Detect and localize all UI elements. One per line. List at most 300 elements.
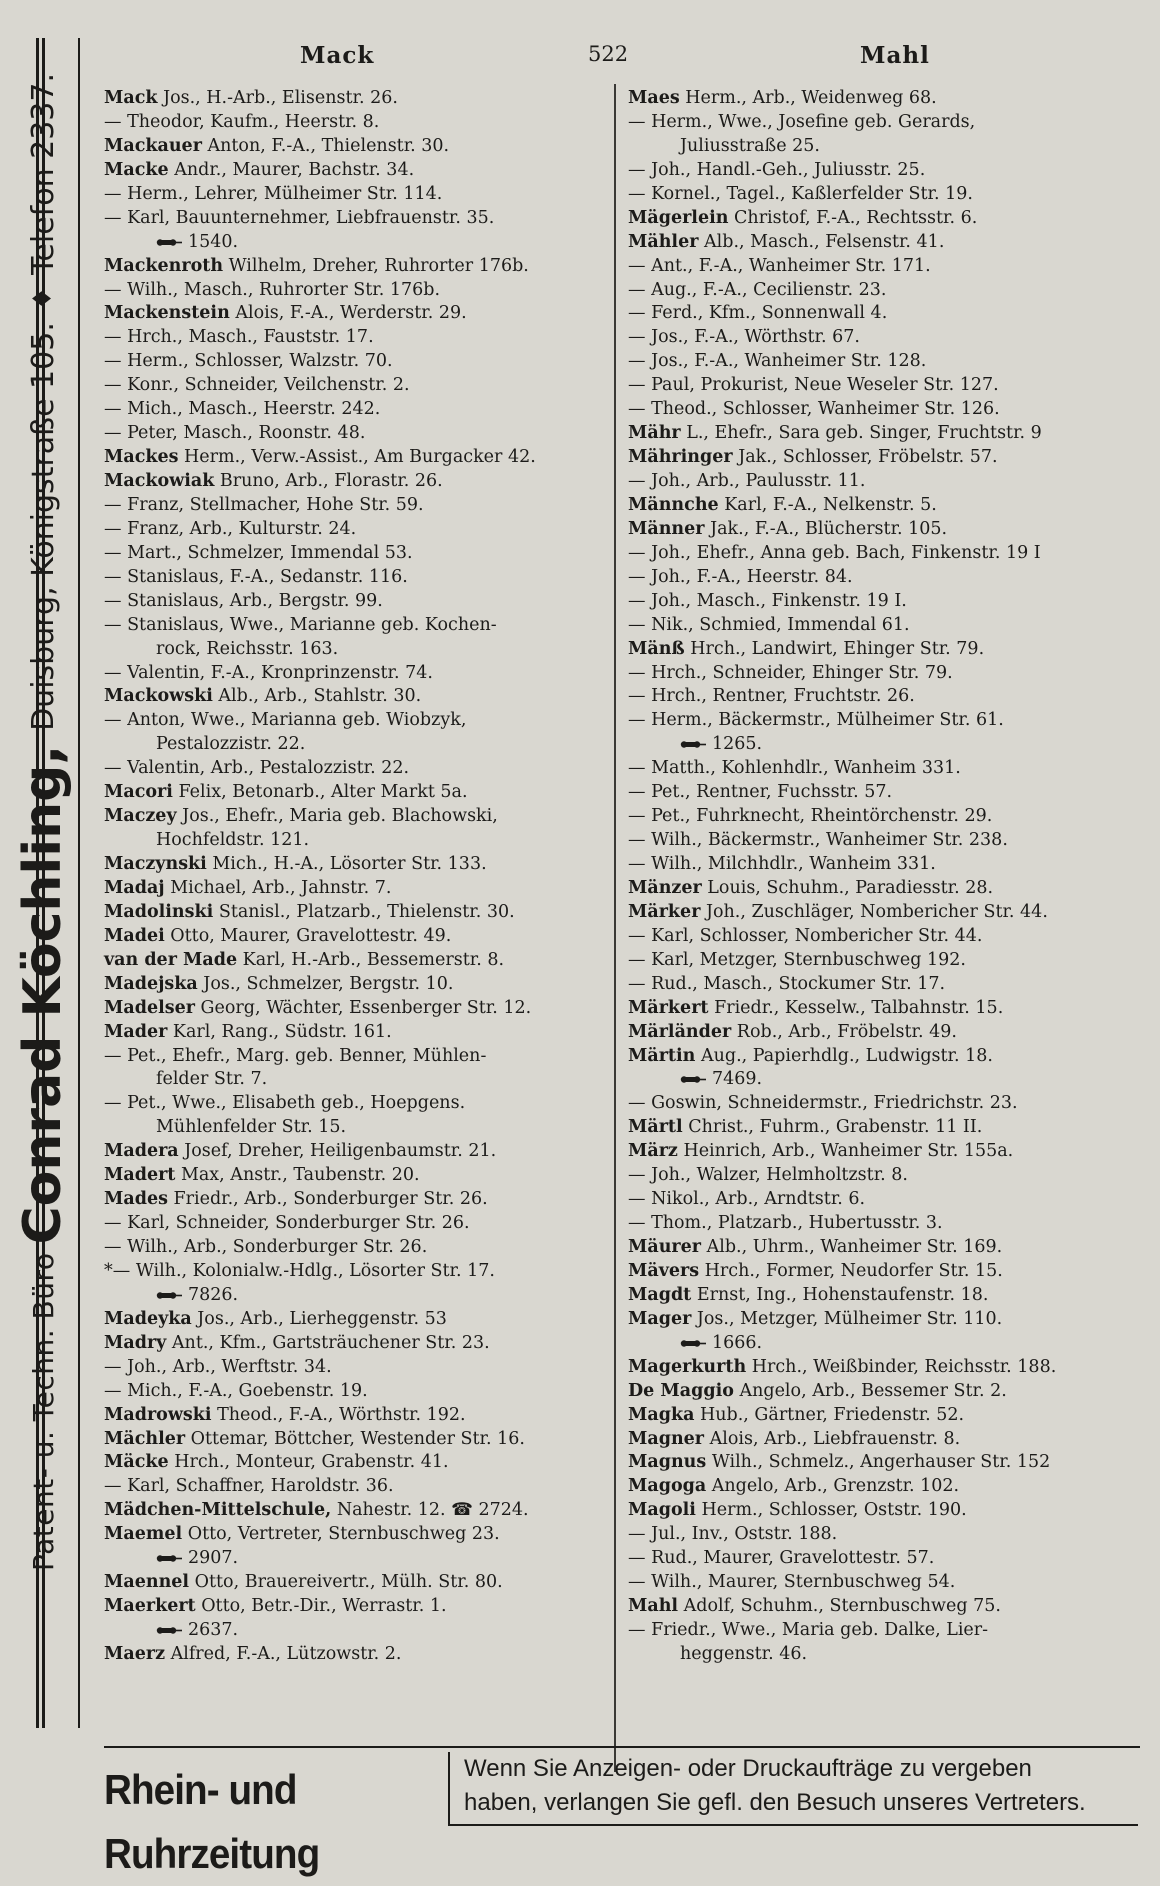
phone-entry bbox=[104, 1284, 608, 1308]
entry-text: — Rud., Masch., Stockumer Str. 17. bbox=[628, 973, 946, 994]
directory-entry bbox=[628, 662, 1140, 686]
directory-entry bbox=[104, 111, 608, 135]
entry-text: Christof, F.-A., Rechtsstr. 6. bbox=[728, 207, 978, 228]
directory-entry bbox=[104, 135, 608, 159]
entry-text: Herm., Arb., Weidenweg 68. bbox=[679, 88, 937, 108]
phone-entry bbox=[628, 1068, 1140, 1092]
entry-text: Friedr., Kesselw., Talbahnstr. 15. bbox=[708, 997, 1004, 1018]
entry-surname: Mägerlein bbox=[628, 207, 729, 228]
entry-text: Ottemar, Böttcher, Westender Str. 16. bbox=[185, 1428, 525, 1449]
entry-text: — Joh., Ehefr., Anna geb. Bach, Finkenstr. 19 I bbox=[628, 542, 1041, 563]
entry-text: — Pet., Ehefr., Marg. geb. Benner, Mühlen- bbox=[104, 1045, 487, 1066]
entry-surname: Magka bbox=[628, 1404, 695, 1425]
directory-entry bbox=[628, 1475, 1140, 1499]
entry-surname: Mackowiak bbox=[104, 471, 215, 491]
entry-text: Aug., Papierhdlg., Ludwigstr. 18. bbox=[695, 1045, 993, 1066]
entry-text: — Valentin, Arb., Pestalozzistr. 22. bbox=[104, 758, 410, 779]
entry-surname: Madera bbox=[104, 1141, 179, 1162]
entry-text: Jak., Schlosser, Fröbelstr. 57. bbox=[732, 447, 998, 468]
entry-text: Rob., Arb., Fröbelstr. 49. bbox=[731, 1021, 957, 1042]
entry-text: Alb., Masch., Felsenstr. 41. bbox=[698, 231, 945, 252]
entry-surname: Mahl bbox=[628, 1596, 679, 1617]
entry-text: 7826. bbox=[188, 1284, 239, 1305]
entry-text: Herm., Verw.-Assist., Am Burgacker 42. bbox=[178, 447, 536, 468]
directory-entry bbox=[628, 159, 1140, 183]
directory-entry bbox=[628, 1404, 1140, 1428]
entry-text: — Herm., Lehrer, Mülheimer Str. 114. bbox=[104, 183, 443, 204]
directory-entry bbox=[104, 733, 608, 757]
header-right-word: Mahl bbox=[860, 42, 930, 69]
entry-text: Karl, F.-A., Nelkenstr. 5. bbox=[718, 494, 937, 515]
telephone-icon bbox=[156, 1289, 182, 1301]
entry-text: Alb., Uhrm., Wanheimer Str. 169. bbox=[701, 1237, 1003, 1257]
directory-entry bbox=[628, 542, 1140, 566]
directory-entry bbox=[104, 183, 608, 207]
entry-text: Ernst, Ing., Hohenstaufenstr. 18. bbox=[691, 1284, 989, 1305]
entry-text: Wilhelm, Dreher, Ruhrorter 176b. bbox=[223, 255, 529, 276]
directory-entry bbox=[104, 494, 608, 518]
entry-text: Max, Anstr., Taubenstr. 20. bbox=[175, 1165, 420, 1186]
footer-notice-line-2: haben, verlangen Sie gefl. den Besuch unseres Vertreters. bbox=[464, 1789, 1086, 1816]
entry-surname: Mackes bbox=[104, 447, 179, 468]
entry-surname: Mädchen-Mittelschule, bbox=[104, 1500, 332, 1521]
entry-surname: Mähr bbox=[628, 423, 681, 444]
entry-text: — Jos., F.-A., Wörthstr. 67. bbox=[628, 327, 860, 348]
directory-entry bbox=[628, 757, 1140, 781]
phone-entry bbox=[628, 733, 1140, 757]
directory-entry bbox=[104, 662, 608, 686]
entry-text: Nahestr. 12. ☎ 2724. bbox=[331, 1500, 529, 1521]
entry-text: Otto, Vertreter, Sternbuschweg 23. bbox=[182, 1524, 500, 1545]
entry-text: Mühlenfelder Str. 15. bbox=[156, 1117, 347, 1138]
entry-surname: De Maggio bbox=[628, 1380, 734, 1401]
left-column bbox=[104, 87, 608, 1667]
entry-surname: Mächler bbox=[104, 1428, 186, 1449]
directory-entry bbox=[104, 757, 608, 781]
entry-text: Jos., Arb., Lierheggenstr. 53 bbox=[191, 1308, 447, 1329]
directory-entry bbox=[628, 1021, 1140, 1045]
directory-entry bbox=[104, 1045, 608, 1069]
directory-entry bbox=[104, 1523, 608, 1547]
telephone-icon bbox=[680, 1337, 706, 1349]
directory-entry bbox=[104, 446, 608, 470]
directory-entry bbox=[104, 1068, 608, 1092]
entry-surname: Maerkert bbox=[104, 1596, 196, 1617]
entry-text: 1265. bbox=[712, 734, 763, 755]
telephone-icon bbox=[156, 1624, 182, 1636]
directory-entry bbox=[628, 781, 1140, 805]
directory-entry bbox=[104, 542, 608, 566]
entry-text: Michael, Arb., Jahnstr. 7. bbox=[164, 877, 392, 898]
header-left-word: Mack bbox=[300, 42, 375, 69]
entry-surname: Mänzer bbox=[628, 877, 702, 898]
entry-text: Alois, F.-A., Werderstr. 29. bbox=[229, 303, 467, 324]
entry-surname: Madert bbox=[104, 1165, 176, 1186]
directory-entry bbox=[104, 1260, 608, 1284]
sidebar-advertisement bbox=[8, 32, 78, 1612]
directory-entry bbox=[628, 997, 1140, 1021]
entry-text: — Nikol., Arb., Arndtstr. 6. bbox=[628, 1189, 866, 1210]
directory-entry bbox=[104, 590, 608, 614]
entry-surname: Mack bbox=[104, 88, 158, 108]
entry-surname: Märkert bbox=[628, 997, 709, 1018]
directory-entry bbox=[628, 590, 1140, 614]
entry-surname: Maczey bbox=[104, 806, 177, 827]
entry-text: Juliusstraße 25. bbox=[680, 135, 820, 156]
entry-text: — Nik., Schmied, Immendal 61. bbox=[628, 614, 910, 635]
directory-entry bbox=[104, 159, 608, 183]
entry-surname: Maczynski bbox=[104, 854, 207, 874]
directory-entry bbox=[628, 207, 1140, 231]
entry-text: — Mich., F.-A., Goebenstr. 19. bbox=[104, 1380, 368, 1401]
entry-text: — Hrch., Masch., Fauststr. 17. bbox=[104, 327, 374, 348]
entry-text: Angelo, Arb., Grenzstr. 102. bbox=[706, 1476, 960, 1497]
directory-entry bbox=[104, 350, 608, 374]
entry-text: — Karl, Metzger, Sternbuschweg 192. bbox=[628, 949, 966, 970]
entry-text: Alb., Arb., Stahlstr. 30. bbox=[212, 686, 422, 707]
entry-text: — Mich., Masch., Heerstr. 242. bbox=[104, 399, 381, 420]
entry-text: — Stanislaus, Wwe., Marianne geb. Kochen- bbox=[104, 614, 497, 635]
directory-entry bbox=[628, 446, 1140, 470]
entry-surname: Mades bbox=[104, 1189, 168, 1210]
directory-entry bbox=[628, 398, 1140, 422]
directory-entry bbox=[104, 1595, 608, 1619]
entry-text: — Wilh., Arb., Sonderburger Str. 26. bbox=[104, 1237, 428, 1257]
entry-surname: Mänß bbox=[628, 638, 685, 659]
directory-entry bbox=[628, 1308, 1140, 1332]
entry-surname: Magner bbox=[628, 1428, 705, 1449]
entry-text: — Jos., F.-A., Wanheimer Str. 128. bbox=[628, 351, 927, 372]
ad-address: Duisburg, Königstraße 105. bbox=[25, 322, 61, 731]
entry-text: — Theodor, Kaufm., Heerstr. 8. bbox=[104, 111, 380, 132]
directory-entry bbox=[628, 470, 1140, 494]
directory-entry bbox=[104, 997, 608, 1021]
entry-text: Heinrich, Arb., Wanheimer Str. 155a. bbox=[677, 1141, 1014, 1162]
entry-text: — Pet., Fuhrknecht, Rheintörchenstr. 29. bbox=[628, 806, 993, 827]
directory-entry bbox=[104, 518, 608, 542]
directory-entry bbox=[104, 422, 608, 446]
entry-text: Herm., Schlosser, Oststr. 190. bbox=[695, 1500, 967, 1521]
directory-entry bbox=[628, 805, 1140, 829]
entry-text: — Ferd., Kfm., Sonnenwall 4. bbox=[628, 303, 888, 324]
page-header bbox=[80, 38, 1140, 78]
entry-text: — Goswin, Schneidermstr., Friedrichstr. 23. bbox=[628, 1093, 1018, 1114]
entry-text: Jak., F.-A., Blücherstr. 105. bbox=[704, 518, 948, 539]
entry-surname: Madeyka bbox=[104, 1308, 192, 1329]
entry-surname: Mackauer bbox=[104, 135, 202, 156]
entry-surname: Mäcke bbox=[104, 1452, 169, 1473]
entry-text: Pestalozzistr. 22. bbox=[156, 734, 306, 755]
directory-entry bbox=[104, 638, 608, 662]
entry-surname: van der Made bbox=[104, 949, 238, 970]
entry-text: — Wilh., Masch., Ruhrorter Str. 176b. bbox=[104, 279, 441, 300]
newspaper-brand: Rhein- und Ruhrzeitung bbox=[104, 1766, 320, 1877]
directory-entry bbox=[104, 1643, 608, 1667]
entry-text: Bruno, Arb., Florastr. 26. bbox=[214, 471, 443, 491]
entry-text: Jos., H.-Arb., Elisenstr. 26. bbox=[157, 88, 398, 108]
directory-entry bbox=[104, 1451, 608, 1475]
entry-text: — Herm., Bäckermstr., Mülheimer Str. 61. bbox=[628, 710, 1004, 731]
directory-entry bbox=[628, 350, 1140, 374]
entry-surname: Madrowski bbox=[104, 1404, 212, 1425]
directory-entry bbox=[104, 877, 608, 901]
entry-surname: Magnus bbox=[628, 1452, 707, 1473]
entry-text: — Mart., Schmelzer, Immendal 53. bbox=[104, 542, 413, 563]
directory-entry bbox=[628, 949, 1140, 973]
directory-entry bbox=[104, 685, 608, 709]
ad-phone: Telefon 2337. bbox=[25, 73, 61, 275]
directory-entry bbox=[104, 1092, 608, 1116]
directory-entry bbox=[628, 685, 1140, 709]
phone-entry bbox=[104, 1619, 608, 1643]
directory-entry bbox=[628, 1428, 1140, 1452]
directory-entry bbox=[628, 709, 1140, 733]
directory-entry bbox=[104, 1404, 608, 1428]
entry-text: — Karl, Bauunternehmer, Liebfrauenstr. 35. bbox=[104, 207, 495, 228]
phone-entry bbox=[104, 231, 608, 255]
entry-text: — Peter, Masch., Roonstr. 48. bbox=[104, 423, 366, 444]
directory-entry bbox=[104, 973, 608, 997]
entry-text: — Pet., Wwe., Elisabeth geb., Hoepgens. bbox=[104, 1093, 466, 1114]
telephone-icon bbox=[680, 738, 706, 750]
directory-entry bbox=[104, 1499, 608, 1523]
entry-text: — Aug., F.-A., Cecilienstr. 23. bbox=[628, 279, 887, 300]
directory-entry bbox=[628, 231, 1140, 255]
entry-text: — Theod., Schlosser, Wanheimer Str. 126. bbox=[628, 399, 1000, 420]
entry-text: — Wilh., Maurer, Sternbuschweg 54. bbox=[628, 1572, 956, 1593]
page-number: 522 bbox=[588, 42, 629, 66]
entry-text: Josef, Dreher, Heiligenbaumstr. 21. bbox=[178, 1141, 497, 1162]
entry-surname: Märker bbox=[628, 901, 701, 922]
directory-entry bbox=[104, 1475, 608, 1499]
directory-entry bbox=[628, 829, 1140, 853]
entry-surname: Madry bbox=[104, 1332, 167, 1353]
directory-entry bbox=[104, 1188, 608, 1212]
entry-text: Hub., Gärtner, Friedenstr. 52. bbox=[694, 1404, 965, 1425]
footer-rule bbox=[104, 1746, 1140, 1748]
entry-text: — Joh., Arb., Paulusstr. 11. bbox=[628, 471, 866, 491]
entry-text: — Friedr., Wwe., Maria geb. Dalke, Lier- bbox=[628, 1620, 989, 1640]
entry-surname: Madaj bbox=[104, 877, 165, 898]
column-divider bbox=[614, 84, 616, 1772]
directory-entry bbox=[104, 1308, 608, 1332]
directory-entry bbox=[628, 1643, 1140, 1667]
entry-text: Mich., H.-A., Lösorter Str. 133. bbox=[206, 854, 487, 874]
entry-text: — Ant., F.-A., Wanheimer Str. 171. bbox=[628, 255, 931, 276]
directory-entry bbox=[628, 1236, 1140, 1260]
directory-entry bbox=[628, 87, 1140, 111]
directory-entry bbox=[104, 1212, 608, 1236]
entry-text: Georg, Wächter, Essenberger Str. 12. bbox=[194, 997, 532, 1018]
directory-entry bbox=[104, 614, 608, 638]
directory-entry bbox=[628, 1284, 1140, 1308]
entry-text: Wilh., Schmelz., Angerhauser Str. 152 bbox=[706, 1452, 1051, 1473]
directory-entry bbox=[628, 638, 1140, 662]
entry-text: — Hrch., Schneider, Ehinger Str. 79. bbox=[628, 662, 953, 683]
entry-text: — Joh., Walzer, Helmholtzstr. 8. bbox=[628, 1165, 908, 1186]
entry-text: — Herm., Schlosser, Walzstr. 70. bbox=[104, 351, 393, 372]
directory-entry bbox=[104, 781, 608, 805]
directory-entry bbox=[104, 566, 608, 590]
directory-entry bbox=[628, 566, 1140, 590]
directory-entry bbox=[104, 207, 608, 231]
entry-text: — Joh., Masch., Finkenstr. 19 I. bbox=[628, 590, 907, 611]
entry-text: 1540. bbox=[188, 231, 239, 252]
entry-surname: Mager bbox=[628, 1308, 692, 1329]
directory-entry bbox=[104, 1380, 608, 1404]
directory-entry bbox=[628, 111, 1140, 135]
directory-entry bbox=[104, 829, 608, 853]
directory-entry bbox=[104, 949, 608, 973]
directory-entry bbox=[628, 1619, 1140, 1643]
entry-text: Anton, F.-A., Thielenstr. 30. bbox=[201, 135, 450, 156]
entry-text: Alois, Arb., Liebfrauenstr. 8. bbox=[704, 1428, 961, 1449]
entry-text: 7469. bbox=[712, 1069, 763, 1090]
entry-text: Felix, Betonarb., Alter Markt 5a. bbox=[172, 782, 468, 803]
entry-surname: Maennel bbox=[104, 1572, 190, 1593]
entry-text: Theod., F.-A., Wörthstr. 192. bbox=[211, 1404, 466, 1425]
entry-text: Jos., Schmelzer, Bergstr. 10. bbox=[197, 973, 454, 994]
entry-surname: Mackowski bbox=[104, 686, 213, 707]
entry-surname: März bbox=[628, 1141, 678, 1162]
entry-text: — Wilh., Bäckermstr., Wanheimer Str. 238. bbox=[628, 830, 1008, 851]
directory-entry bbox=[104, 1236, 608, 1260]
entry-text: — Wilh., Milchhdlr., Wanheim 331. bbox=[628, 854, 936, 874]
entry-text: — Joh., F.-A., Heerstr. 84. bbox=[628, 566, 853, 587]
telephone-icon bbox=[156, 1552, 182, 1564]
directory-entry bbox=[628, 494, 1140, 518]
entry-text: Hrch., Landwirt, Ehinger Str. 79. bbox=[684, 638, 985, 659]
entry-surname: Mackenstein bbox=[104, 303, 230, 324]
directory-entry bbox=[628, 255, 1140, 279]
entry-text: Alfred, F.-A., Lützowstr. 2. bbox=[165, 1643, 402, 1664]
directory-entry bbox=[628, 1547, 1140, 1571]
entry-text: — Anton, Wwe., Marianna geb. Wiobzyk, bbox=[104, 710, 467, 731]
entry-surname: Magoli bbox=[628, 1500, 696, 1521]
directory-entry bbox=[628, 422, 1140, 446]
entry-surname: Macke bbox=[104, 159, 169, 180]
entry-surname: Märländer bbox=[628, 1021, 732, 1042]
ad-office-label: Patent- u. Techn. Büro bbox=[26, 1252, 60, 1571]
directory-entry bbox=[104, 255, 608, 279]
entry-text: 2637. bbox=[188, 1620, 239, 1640]
entry-text: — Karl, Schlosser, Nombericher Str. 44. bbox=[628, 925, 983, 946]
directory-entry bbox=[104, 925, 608, 949]
directory-entry bbox=[104, 374, 608, 398]
entry-text: — Rud., Maurer, Gravelottestr. 57. bbox=[628, 1548, 935, 1569]
entry-surname: Magerkurth bbox=[628, 1356, 747, 1377]
directory-entry bbox=[104, 709, 608, 733]
ad-company-name: Conrad Köchling, bbox=[13, 744, 73, 1245]
entry-text: Ant., Kfm., Gartsträuchener Str. 23. bbox=[166, 1332, 490, 1353]
directory-entry bbox=[104, 1116, 608, 1140]
entry-text: — Pet., Rentner, Fuchsstr. 57. bbox=[628, 782, 893, 803]
entry-text: Jos., Ehefr., Maria geb. Blachowski, bbox=[176, 806, 498, 827]
entry-text: Stanisl., Platzarb., Thielenstr. 30. bbox=[213, 901, 515, 922]
directory-entry bbox=[628, 135, 1140, 159]
directory-entry bbox=[104, 1571, 608, 1595]
entry-text: — Paul, Prokurist, Neue Weseler Str. 127. bbox=[628, 375, 999, 396]
entry-text: 1666. bbox=[712, 1332, 763, 1353]
directory-entry bbox=[628, 1164, 1140, 1188]
entry-text: Hochfeldstr. 121. bbox=[156, 830, 310, 851]
directory-entry bbox=[628, 1140, 1140, 1164]
entry-text: Hrch., Former, Neudorfer Str. 15. bbox=[699, 1260, 1003, 1281]
entry-text: Angelo, Arb., Bessemer Str. 2. bbox=[733, 1380, 1007, 1401]
footer-notice-line-1: Wenn Sie Anzeigen- oder Druckaufträge zu vergeben bbox=[464, 1755, 1032, 1782]
entry-text: Karl, Rang., Südstr. 161. bbox=[167, 1021, 392, 1042]
entry-surname: Männer bbox=[628, 518, 705, 539]
directory-entry bbox=[628, 1523, 1140, 1547]
entry-surname: Mähler bbox=[628, 231, 699, 252]
directory-entry bbox=[628, 1451, 1140, 1475]
entry-text: — Konr., Schneider, Veilchenstr. 2. bbox=[104, 375, 410, 396]
directory-entry bbox=[104, 1332, 608, 1356]
directory-entry bbox=[628, 1260, 1140, 1284]
ad-separator: ♦ bbox=[28, 286, 58, 311]
entry-text: Hrch., Weißbinder, Reichsstr. 188. bbox=[746, 1356, 1057, 1377]
directory-entry bbox=[628, 1188, 1140, 1212]
entry-surname: Mackenroth bbox=[104, 255, 224, 276]
directory-entry bbox=[628, 973, 1140, 997]
directory-entry bbox=[104, 901, 608, 925]
directory-entry bbox=[628, 1571, 1140, 1595]
directory-entry bbox=[104, 1164, 608, 1188]
entry-text: Adolf, Schuhm., Sternbuschweg 75. bbox=[678, 1596, 1001, 1617]
directory-entry bbox=[104, 87, 608, 111]
directory-entry bbox=[104, 1140, 608, 1164]
entry-text: — Karl, Schneider, Sonderburger Str. 26. bbox=[104, 1213, 470, 1234]
directory-entry bbox=[628, 374, 1140, 398]
entry-text: — Franz, Arb., Kulturstr. 24. bbox=[104, 518, 357, 539]
directory-entry bbox=[628, 1356, 1140, 1380]
entry-text: — Stanislaus, F.-A., Sedanstr. 116. bbox=[104, 566, 408, 587]
entry-text: — Kornel., Tagel., Kaßlerfelder Str. 19. bbox=[628, 183, 973, 204]
entry-text: — Thom., Platzarb., Hubertusstr. 3. bbox=[628, 1213, 943, 1234]
entry-surname: Madei bbox=[104, 925, 165, 946]
entry-surname: Männche bbox=[628, 494, 719, 515]
sidebar-rule-inner bbox=[78, 38, 80, 1728]
entry-text: — Matth., Kohlenhdlr., Wanheim 331. bbox=[628, 758, 961, 779]
entry-text: Louis, Schuhm., Paradiesstr. 28. bbox=[701, 877, 994, 898]
entry-text: Andr., Maurer, Bachstr. 34. bbox=[168, 159, 415, 180]
entry-text: Otto, Betr.-Dir., Werrastr. 1. bbox=[195, 1596, 447, 1617]
entry-surname: Madolinski bbox=[104, 901, 214, 922]
footer-notice bbox=[448, 1752, 1138, 1826]
entry-surname: Macori bbox=[104, 782, 173, 803]
directory-entry bbox=[628, 853, 1140, 877]
directory-entry bbox=[628, 925, 1140, 949]
directory-entry bbox=[104, 302, 608, 326]
directory-entry bbox=[628, 614, 1140, 638]
entry-text: Jos., Metzger, Mülheimer Str. 110. bbox=[691, 1308, 1003, 1329]
entry-text: — Herm., Wwe., Josefine geb. Gerards, bbox=[628, 111, 976, 132]
phone-entry bbox=[104, 1547, 608, 1571]
entry-surname: Mäurer bbox=[628, 1237, 702, 1257]
directory-entry bbox=[628, 1380, 1140, 1404]
entry-text: Christ., Fuhrm., Grabenstr. 11 II. bbox=[682, 1117, 983, 1138]
entry-surname: Märtin bbox=[628, 1045, 696, 1066]
entry-text: Otto, Brauereivertr., Mülh. Str. 80. bbox=[189, 1572, 503, 1593]
entry-surname: Mähringer bbox=[628, 447, 733, 468]
entry-surname: Maerz bbox=[104, 1643, 166, 1664]
entry-text: rock, Reichsstr. 163. bbox=[156, 638, 339, 659]
entry-surname: Mävers bbox=[628, 1260, 700, 1281]
right-column bbox=[628, 87, 1140, 1667]
directory-entry bbox=[628, 518, 1140, 542]
directory-entry bbox=[104, 398, 608, 422]
entry-text: — Hrch., Rentner, Fruchtstr. 26. bbox=[628, 686, 915, 707]
